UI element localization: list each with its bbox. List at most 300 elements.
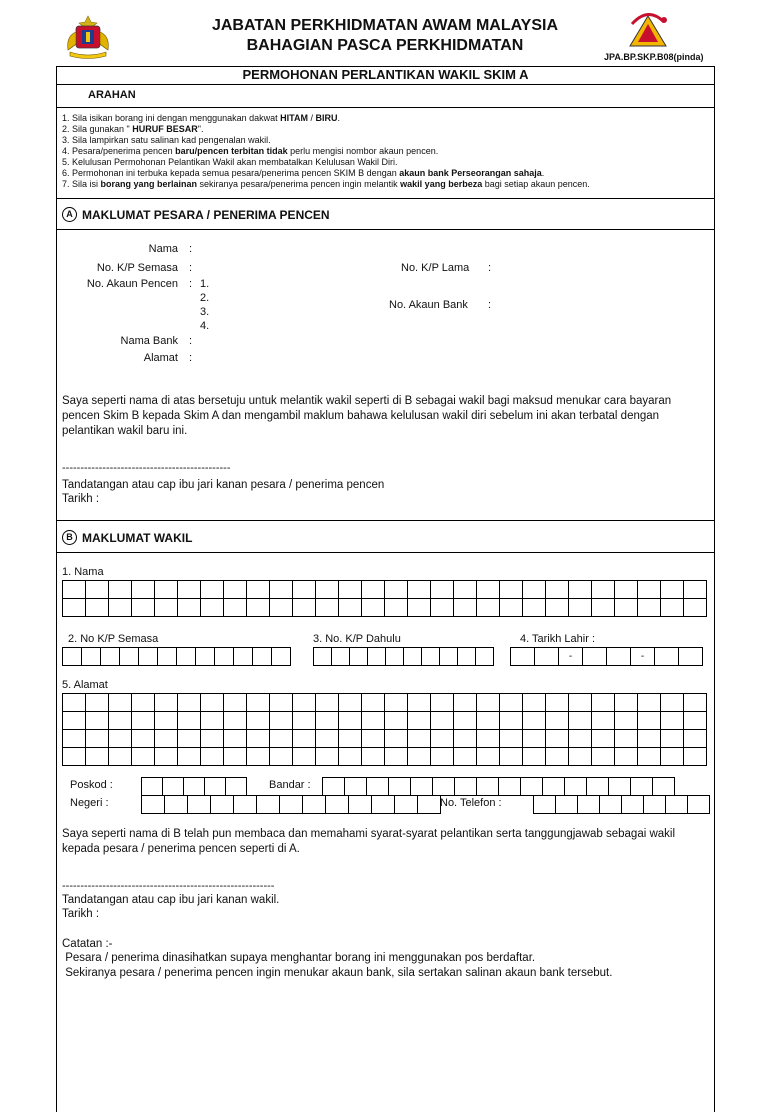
instructions-heading: ARAHAN (88, 89, 136, 101)
entry-box[interactable] (132, 748, 155, 766)
entry-box[interactable] (339, 599, 362, 617)
entry-box[interactable] (638, 712, 661, 730)
entry-box[interactable] (500, 694, 523, 712)
entry-box[interactable] (404, 648, 422, 666)
entry-box[interactable] (345, 778, 367, 796)
entry-box[interactable] (280, 796, 303, 814)
entry-box[interactable] (201, 730, 224, 748)
entry-box[interactable] (316, 712, 339, 730)
entry-box[interactable] (109, 581, 132, 599)
entry-box[interactable] (523, 599, 546, 617)
entry-box[interactable] (395, 796, 418, 814)
entry-box[interactable] (155, 712, 178, 730)
entry-box[interactable] (679, 648, 703, 666)
entry-box[interactable] (644, 796, 666, 814)
entry-box[interactable] (224, 581, 247, 599)
entry-box[interactable] (178, 581, 201, 599)
bandar-grid[interactable] (322, 777, 675, 796)
entry-box[interactable] (86, 730, 109, 748)
entry-box[interactable] (455, 778, 477, 796)
divider (56, 552, 715, 553)
entry-box[interactable] (565, 778, 587, 796)
entry-box[interactable] (661, 748, 684, 766)
entry-box[interactable] (592, 694, 615, 712)
entry-box[interactable] (196, 648, 215, 666)
entry-box[interactable] (270, 599, 293, 617)
wakil-alamat-grid[interactable] (62, 693, 707, 766)
section-a-heading (62, 207, 330, 222)
poskod-grid[interactable] (141, 777, 247, 796)
entry-box[interactable] (165, 796, 188, 814)
negeri-grid[interactable] (141, 795, 441, 814)
entry-box[interactable] (184, 778, 205, 796)
entry-box[interactable] (316, 599, 339, 617)
entry-box[interactable] (661, 730, 684, 748)
colon: : (189, 335, 193, 347)
entry-box[interactable] (293, 694, 316, 712)
entry-box[interactable] (257, 796, 280, 814)
entry-box[interactable] (139, 648, 158, 666)
entry-box[interactable] (316, 730, 339, 748)
form-reference-code: JPA.BP.SKP.B08(pinda) (604, 52, 704, 62)
entry-box[interactable] (523, 581, 546, 599)
entry-box[interactable] (431, 581, 454, 599)
entry-box[interactable] (431, 694, 454, 712)
entry-box[interactable] (323, 778, 345, 796)
entry-box[interactable] (408, 748, 431, 766)
entry-box[interactable] (477, 778, 499, 796)
entry-box[interactable] (205, 778, 226, 796)
entry-box[interactable] (569, 748, 592, 766)
entry-box[interactable]: - (631, 648, 655, 666)
entry-box[interactable] (63, 694, 86, 712)
entry-box[interactable] (684, 599, 707, 617)
section-b-marker: B (62, 530, 77, 545)
declaration-line: Saya seperti nama di atas bersetuju untuk melantik wakil seperti di B sebagai wakil bagi maksud menukar cara bayaran (62, 395, 672, 407)
entry-box[interactable] (385, 581, 408, 599)
entry-box[interactable] (178, 730, 201, 748)
entry-box[interactable] (86, 581, 109, 599)
entry-box[interactable] (499, 778, 521, 796)
entry-box[interactable] (226, 778, 247, 796)
entry-box[interactable] (631, 778, 653, 796)
entry-box[interactable] (362, 694, 385, 712)
entry-box[interactable] (339, 748, 362, 766)
instruction-item: 3. Sila lampirkan satu salinan kad pengenalan wakil. (62, 135, 271, 145)
entry-box[interactable] (535, 648, 559, 666)
entry-box[interactable] (234, 648, 253, 666)
entry-box[interactable] (592, 730, 615, 748)
entry-box[interactable] (543, 778, 565, 796)
entry-box[interactable] (178, 712, 201, 730)
entry-box[interactable] (500, 730, 523, 748)
nama-label: Nama (148, 243, 178, 255)
entry-box[interactable] (534, 796, 556, 814)
entry-box[interactable] (155, 599, 178, 617)
entry-box[interactable] (109, 599, 132, 617)
entry-box[interactable] (477, 748, 500, 766)
entry-box[interactable] (615, 694, 638, 712)
wakil-kp-semasa-grid[interactable] (62, 647, 291, 666)
entry-box[interactable] (615, 599, 638, 617)
divider (56, 198, 715, 199)
entry-box[interactable] (367, 778, 389, 796)
entry-box[interactable] (339, 712, 362, 730)
entry-box[interactable] (569, 694, 592, 712)
entry-box[interactable] (234, 796, 257, 814)
telefon-label: No. Telefon : (440, 797, 502, 809)
entry-box[interactable] (132, 599, 155, 617)
entry-box[interactable] (385, 748, 408, 766)
entry-box[interactable] (178, 694, 201, 712)
entry-box[interactable] (615, 730, 638, 748)
divider (56, 229, 715, 230)
entry-box[interactable] (688, 796, 710, 814)
entry-box[interactable] (477, 599, 500, 617)
entry-box[interactable] (454, 599, 477, 617)
entry-box[interactable] (661, 694, 684, 712)
entry-box[interactable] (500, 599, 523, 617)
entry-box[interactable] (583, 648, 607, 666)
entry-box[interactable] (615, 748, 638, 766)
wakil-tarikh-lahir-label: 4. Tarikh Lahir : (520, 633, 596, 645)
entry-box[interactable] (408, 581, 431, 599)
entry-box[interactable] (293, 599, 316, 617)
entry-box[interactable] (247, 599, 270, 617)
entry-box[interactable] (201, 599, 224, 617)
wakil-alamat-label: 5. Alamat (62, 679, 108, 691)
entry-box[interactable] (431, 748, 454, 766)
entry-box[interactable] (408, 599, 431, 617)
entry-box[interactable] (316, 581, 339, 599)
entry-box[interactable] (653, 778, 675, 796)
entry-box[interactable] (120, 648, 139, 666)
department-name: JABATAN PERKHIDMATAN AWAM MALAYSIA (211, 17, 559, 34)
entry-box[interactable] (622, 796, 644, 814)
entry-box[interactable] (638, 581, 661, 599)
entry-box[interactable] (332, 648, 350, 666)
entry-box[interactable] (477, 730, 500, 748)
wakil-kp-semasa-label: 2. No K/P Semasa (68, 633, 159, 645)
divider (56, 84, 715, 85)
entry-box[interactable] (224, 730, 247, 748)
entry-box[interactable] (362, 599, 385, 617)
entry-box[interactable] (177, 648, 196, 666)
entry-box[interactable] (155, 694, 178, 712)
entry-box[interactable] (247, 581, 270, 599)
entry-box[interactable] (224, 712, 247, 730)
entry-box[interactable] (63, 581, 86, 599)
entry-box[interactable] (523, 748, 546, 766)
entry-box[interactable] (247, 730, 270, 748)
entry-box[interactable] (569, 730, 592, 748)
akaun-no-3: 3. (200, 306, 210, 318)
division-name: BAHAGIAN PASCA PERKHIDMATAN (246, 37, 524, 54)
entry-box[interactable] (163, 778, 184, 796)
instruction-item: 5. Kelulusan Permohonan Pelantikan Wakil akan membatalkan Kelulusan Wakil Diri. (62, 157, 398, 167)
entry-box[interactable] (684, 581, 707, 599)
divider (56, 520, 715, 521)
entry-box[interactable] (431, 712, 454, 730)
entry-box[interactable] (350, 648, 368, 666)
declaration-line: kepada pesara / penerima pencen seperti di A. (62, 843, 300, 855)
entry-box[interactable] (477, 694, 500, 712)
entry-box[interactable] (270, 694, 293, 712)
colon: : (189, 243, 193, 255)
signature-line: ---------------------------------------------------------- (62, 880, 275, 892)
entry-box[interactable] (349, 796, 372, 814)
entry-box[interactable] (178, 599, 201, 617)
entry-box[interactable] (556, 796, 578, 814)
entry-box[interactable] (224, 748, 247, 766)
entry-box[interactable] (247, 694, 270, 712)
entry-box[interactable] (247, 712, 270, 730)
entry-box[interactable] (293, 730, 316, 748)
entry-box[interactable] (316, 694, 339, 712)
entry-box[interactable] (270, 581, 293, 599)
entry-box[interactable] (684, 712, 707, 730)
entry-box[interactable] (362, 712, 385, 730)
entry-box[interactable] (661, 599, 684, 617)
entry-box[interactable] (500, 748, 523, 766)
entry-box[interactable] (326, 796, 349, 814)
entry-box[interactable] (615, 712, 638, 730)
entry-box[interactable] (476, 648, 494, 666)
entry-box[interactable] (109, 712, 132, 730)
entry-box[interactable] (63, 648, 82, 666)
entry-box[interactable] (521, 778, 543, 796)
entry-box[interactable] (638, 730, 661, 748)
form-title: PERMOHONAN PERLANTIKAN WAKIL SKIM A (242, 67, 529, 82)
entry-box[interactable] (684, 694, 707, 712)
entry-box[interactable] (431, 599, 454, 617)
entry-box[interactable] (638, 599, 661, 617)
entry-box[interactable] (385, 694, 408, 712)
entry-box[interactable] (458, 648, 476, 666)
entry-box[interactable] (609, 778, 631, 796)
entry-box[interactable] (477, 581, 500, 599)
entry-box[interactable] (546, 599, 569, 617)
entry-box[interactable] (247, 748, 270, 766)
entry-box[interactable] (339, 694, 362, 712)
catatan-line: Pesara / penerima dinasihatkan supaya menghantar borang ini menggunakan pos berdaftar. (62, 952, 536, 964)
bandar-label: Bandar : (269, 779, 311, 791)
entry-box[interactable] (385, 712, 408, 730)
entry-box[interactable] (132, 694, 155, 712)
entry-box[interactable] (546, 748, 569, 766)
entry-box[interactable] (578, 796, 600, 814)
entry-box[interactable] (592, 581, 615, 599)
entry-box[interactable] (546, 712, 569, 730)
entry-box[interactable] (655, 648, 679, 666)
instructions-list (62, 113, 590, 190)
entry-box[interactable] (362, 581, 385, 599)
entry-box[interactable] (454, 748, 477, 766)
entry-box[interactable] (63, 599, 86, 617)
entry-box[interactable] (523, 730, 546, 748)
wakil-nama-label: 1. Nama (62, 566, 104, 578)
entry-box[interactable] (569, 599, 592, 617)
entry-box[interactable] (109, 748, 132, 766)
entry-box[interactable] (362, 730, 385, 748)
entry-box[interactable] (523, 694, 546, 712)
entry-box[interactable]: - (559, 648, 583, 666)
entry-box[interactable] (587, 778, 609, 796)
date-label: Tarikh : (62, 493, 100, 505)
entry-box[interactable] (270, 730, 293, 748)
entry-box[interactable] (224, 694, 247, 712)
entry-box[interactable] (454, 581, 477, 599)
entry-box[interactable] (132, 730, 155, 748)
entry-box[interactable] (411, 778, 433, 796)
entry-box[interactable] (86, 748, 109, 766)
entry-box[interactable] (592, 712, 615, 730)
entry-box[interactable] (431, 730, 454, 748)
colon: : (189, 352, 193, 364)
wakil-nama-grid[interactable] (62, 580, 707, 617)
entry-box[interactable] (684, 730, 707, 748)
entry-box[interactable] (666, 796, 688, 814)
entry-box[interactable] (155, 748, 178, 766)
entry-box[interactable] (109, 730, 132, 748)
entry-box[interactable] (101, 648, 120, 666)
entry-box[interactable] (215, 648, 234, 666)
entry-box[interactable] (63, 748, 86, 766)
entry-box[interactable] (569, 712, 592, 730)
entry-box[interactable] (592, 748, 615, 766)
entry-box[interactable] (433, 778, 455, 796)
entry-box[interactable] (368, 648, 386, 666)
entry-box[interactable] (211, 796, 234, 814)
entry-box[interactable] (178, 748, 201, 766)
entry-box[interactable] (201, 712, 224, 730)
instruction-item: 2. Sila gunakan " HURUF BESAR". (62, 124, 204, 134)
signature-line: ---------------------------------------------- (62, 462, 231, 474)
entry-box[interactable] (293, 712, 316, 730)
entry-box[interactable] (422, 648, 440, 666)
entry-box[interactable] (385, 599, 408, 617)
entry-box[interactable] (408, 712, 431, 730)
entry-box[interactable] (201, 748, 224, 766)
entry-box[interactable] (385, 730, 408, 748)
wakil-kp-dahulu-grid[interactable] (313, 647, 494, 666)
signature-label: Tandatangan atau cap ibu jari kanan pesara / penerima pencen (62, 479, 385, 491)
entry-box[interactable] (511, 648, 535, 666)
entry-box[interactable] (523, 712, 546, 730)
telefon-grid[interactable] (533, 795, 710, 814)
entry-box[interactable] (63, 730, 86, 748)
entry-box[interactable] (389, 778, 411, 796)
entry-box[interactable] (440, 648, 458, 666)
entry-box[interactable] (201, 694, 224, 712)
entry-box[interactable] (454, 712, 477, 730)
poskod-label: Poskod : (70, 779, 113, 791)
entry-box[interactable] (684, 748, 707, 766)
entry-box[interactable] (362, 748, 385, 766)
entry-box[interactable] (615, 581, 638, 599)
entry-box[interactable] (293, 748, 316, 766)
entry-box[interactable] (142, 796, 165, 814)
colon: : (488, 299, 492, 311)
declaration-line: pelantikan wakil baru ini. (62, 425, 188, 437)
entry-box[interactable] (132, 581, 155, 599)
akaun-no-4: 4. (200, 320, 210, 332)
entry-box[interactable] (661, 581, 684, 599)
entry-box[interactable] (253, 648, 272, 666)
instruction-item: 7. Sila isi borang yang berlainan sekiranya pesara/penerima pencen ingin melantik wakil yang berbeza bagi setiap akaun pencen. (62, 179, 590, 189)
entry-box[interactable] (270, 748, 293, 766)
entry-box[interactable] (500, 581, 523, 599)
kp-semasa-label: No. K/P Semasa (96, 262, 178, 274)
entry-box[interactable] (408, 694, 431, 712)
entry-box[interactable] (546, 694, 569, 712)
entry-box[interactable] (600, 796, 622, 814)
entry-box[interactable] (155, 730, 178, 748)
entry-box[interactable] (592, 599, 615, 617)
entry-box[interactable] (316, 748, 339, 766)
nama-bank-label: Nama Bank (120, 335, 178, 347)
entry-box[interactable] (303, 796, 326, 814)
entry-box[interactable] (86, 694, 109, 712)
malaysia-coat-of-arms-icon (60, 12, 116, 60)
entry-box[interactable] (339, 730, 362, 748)
entry-box[interactable] (386, 648, 404, 666)
entry-box[interactable] (546, 730, 569, 748)
entry-box[interactable] (408, 730, 431, 748)
entry-box[interactable] (661, 712, 684, 730)
wakil-kp-dahulu-label: 3. No. K/P Dahulu (313, 633, 401, 645)
entry-box[interactable] (372, 796, 395, 814)
akaun-no-2: 2. (200, 292, 210, 304)
entry-box[interactable] (638, 694, 661, 712)
entry-box[interactable] (86, 599, 109, 617)
entry-box[interactable] (201, 581, 224, 599)
entry-box[interactable] (314, 648, 332, 666)
entry-box[interactable] (454, 730, 477, 748)
entry-box[interactable] (158, 648, 177, 666)
entry-box[interactable] (63, 712, 86, 730)
entry-box[interactable] (500, 712, 523, 730)
entry-box[interactable] (132, 712, 155, 730)
wakil-tarikh-lahir-grid[interactable] (510, 647, 703, 666)
entry-box[interactable] (546, 581, 569, 599)
entry-box[interactable] (270, 712, 293, 730)
entry-box[interactable] (155, 581, 178, 599)
colon: : (189, 278, 193, 290)
entry-box[interactable] (224, 599, 247, 617)
instruction-item: 6. Permohonan ini terbuka kepada semua pesara/penerima pencen SKIM B dengan akaun bank Perseorangan sahaja. (62, 168, 545, 178)
catatan-line: Sekiranya pesara / penerima pencen ingin menukar akaun bank, sila sertakan salinan akaun bank tersebut. (62, 967, 613, 979)
entry-box[interactable] (272, 648, 291, 666)
entry-box[interactable] (638, 748, 661, 766)
entry-box[interactable] (418, 796, 441, 814)
entry-box[interactable] (339, 581, 362, 599)
declaration-line: Saya seperti nama di B telah pun membaca dan memahami syarat-syarat pelantikan serta tanggungjawab sebagai wakil (62, 828, 676, 840)
entry-box[interactable] (607, 648, 631, 666)
entry-box[interactable] (86, 712, 109, 730)
entry-box[interactable] (454, 694, 477, 712)
entry-box[interactable] (82, 648, 101, 666)
instruction-item: 1. Sila isikan borang ini dengan menggunakan dakwat HITAM / BIRU. (62, 113, 341, 123)
section-a-title: MAKLUMAT PESARA / PENERIMA PENCEN (82, 207, 330, 222)
entry-box[interactable] (142, 778, 163, 796)
entry-box[interactable] (188, 796, 211, 814)
entry-box[interactable] (569, 581, 592, 599)
entry-box[interactable] (477, 712, 500, 730)
entry-box[interactable] (109, 694, 132, 712)
entry-box[interactable] (293, 581, 316, 599)
akaun-pencen-label: No. Akaun Pencen (86, 278, 178, 290)
